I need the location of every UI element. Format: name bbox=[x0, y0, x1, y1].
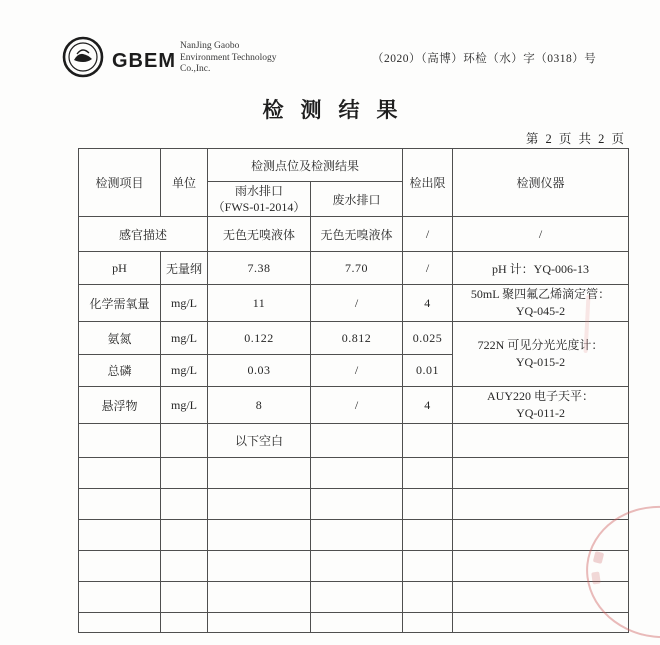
col-header-unit: 单位 bbox=[161, 149, 208, 217]
cell-item: 总磷 bbox=[79, 355, 161, 387]
rain-outlet-code: （FWS-01-2014） bbox=[212, 200, 306, 214]
col-header-rain-outlet bbox=[208, 182, 311, 217]
cell-unit: 无量纲 bbox=[161, 252, 208, 285]
empty-row bbox=[79, 489, 629, 520]
cell-item bbox=[79, 424, 161, 458]
cell-item: 感官描述 bbox=[79, 217, 208, 252]
cell-limit: / bbox=[403, 252, 453, 285]
table-row bbox=[79, 217, 629, 252]
cell-item: 化学需氧量 bbox=[79, 285, 161, 322]
page-title: 检测结果 bbox=[262, 98, 415, 122]
results-table bbox=[78, 148, 629, 633]
cell-waste: 0.812 bbox=[311, 322, 403, 355]
logo-text: GBEM bbox=[112, 49, 176, 72]
col-header-item: 检测项目 bbox=[79, 149, 161, 217]
cell-limit: 0.01 bbox=[403, 355, 453, 387]
cell-instrument bbox=[453, 387, 629, 424]
table-row bbox=[79, 387, 629, 424]
cell-instrument bbox=[453, 285, 629, 322]
cell-waste: / bbox=[311, 355, 403, 387]
empty-row bbox=[79, 520, 629, 551]
cell-rain: 0.03 bbox=[208, 355, 311, 387]
col-header-instrument: 检测仪器 bbox=[453, 149, 629, 217]
cell-rain: 0.122 bbox=[208, 322, 311, 355]
cell-instrument bbox=[453, 424, 629, 458]
red-seal-character-mark bbox=[591, 572, 601, 585]
cell-rain: 8 bbox=[208, 387, 311, 424]
company-logo bbox=[62, 36, 176, 78]
cell-waste bbox=[311, 424, 403, 458]
header-row-1 bbox=[79, 149, 629, 182]
cell-limit: 4 bbox=[403, 285, 453, 322]
instrument-code: YQ-045-2 bbox=[515, 304, 566, 318]
cell-limit bbox=[403, 424, 453, 458]
company-name-line: NanJing Gaobo bbox=[180, 41, 240, 51]
table-row bbox=[79, 252, 629, 285]
blank-below-note: 以下空白 bbox=[208, 424, 311, 458]
cell-instrument: / bbox=[453, 217, 629, 252]
page-indicator: 第 2 页 共 2 页 bbox=[525, 132, 626, 146]
empty-row bbox=[79, 551, 629, 582]
cell-rain: 无色无嗅液体 bbox=[208, 217, 311, 252]
table-row bbox=[79, 322, 629, 355]
cell-item: pH bbox=[79, 252, 161, 285]
cell-rain: 11 bbox=[208, 285, 311, 322]
cell-rain: 7.38 bbox=[208, 252, 311, 285]
cell-unit: mg/L bbox=[161, 285, 208, 322]
cell-item: 悬浮物 bbox=[79, 387, 161, 424]
instrument-name: 50mL 聚四氟乙烯滴定管： bbox=[470, 287, 611, 301]
cell-limit: 4 bbox=[403, 387, 453, 424]
cell-waste: / bbox=[311, 285, 403, 322]
cell-instrument bbox=[453, 322, 629, 387]
col-header-points-results: 检测点位及检测结果 bbox=[208, 149, 403, 182]
instrument-code: YQ-011-2 bbox=[516, 406, 565, 420]
instrument-name: 722N 可见分光光度计： bbox=[477, 338, 604, 352]
cell-instrument: pH 计：YQ-006-13 bbox=[453, 252, 629, 285]
empty-row bbox=[79, 582, 629, 613]
cell-unit: mg/L bbox=[161, 355, 208, 387]
instrument-name: AUY220 电子天平： bbox=[487, 389, 595, 403]
document-number: （2020）（高博）环检（水）字（0318）号 bbox=[372, 53, 597, 65]
table-row bbox=[79, 424, 629, 458]
rain-outlet-name: 雨水排口 bbox=[234, 184, 283, 198]
cell-waste: / bbox=[311, 387, 403, 424]
cell-waste: 无色无嗅液体 bbox=[311, 217, 403, 252]
cell-item: 氨氮 bbox=[79, 322, 161, 355]
instrument-code: YQ-015-2 bbox=[515, 355, 566, 369]
col-header-detection-limit: 检出限 bbox=[403, 149, 453, 217]
cell-unit: mg/L bbox=[161, 322, 208, 355]
cell-limit: 0.025 bbox=[403, 322, 453, 355]
cell-unit bbox=[161, 424, 208, 458]
cell-unit: mg/L bbox=[161, 387, 208, 424]
col-header-waste-outlet: 废水排口 bbox=[311, 182, 403, 217]
empty-row bbox=[79, 458, 629, 489]
gbem-emblem-icon bbox=[62, 36, 104, 78]
cell-waste: 7.70 bbox=[311, 252, 403, 285]
company-name-line: Environment Technology bbox=[180, 52, 277, 63]
table-row bbox=[79, 285, 629, 322]
cell-limit: / bbox=[403, 217, 453, 252]
company-name-line: Co.,Inc. bbox=[180, 64, 211, 74]
company-name bbox=[180, 41, 277, 76]
